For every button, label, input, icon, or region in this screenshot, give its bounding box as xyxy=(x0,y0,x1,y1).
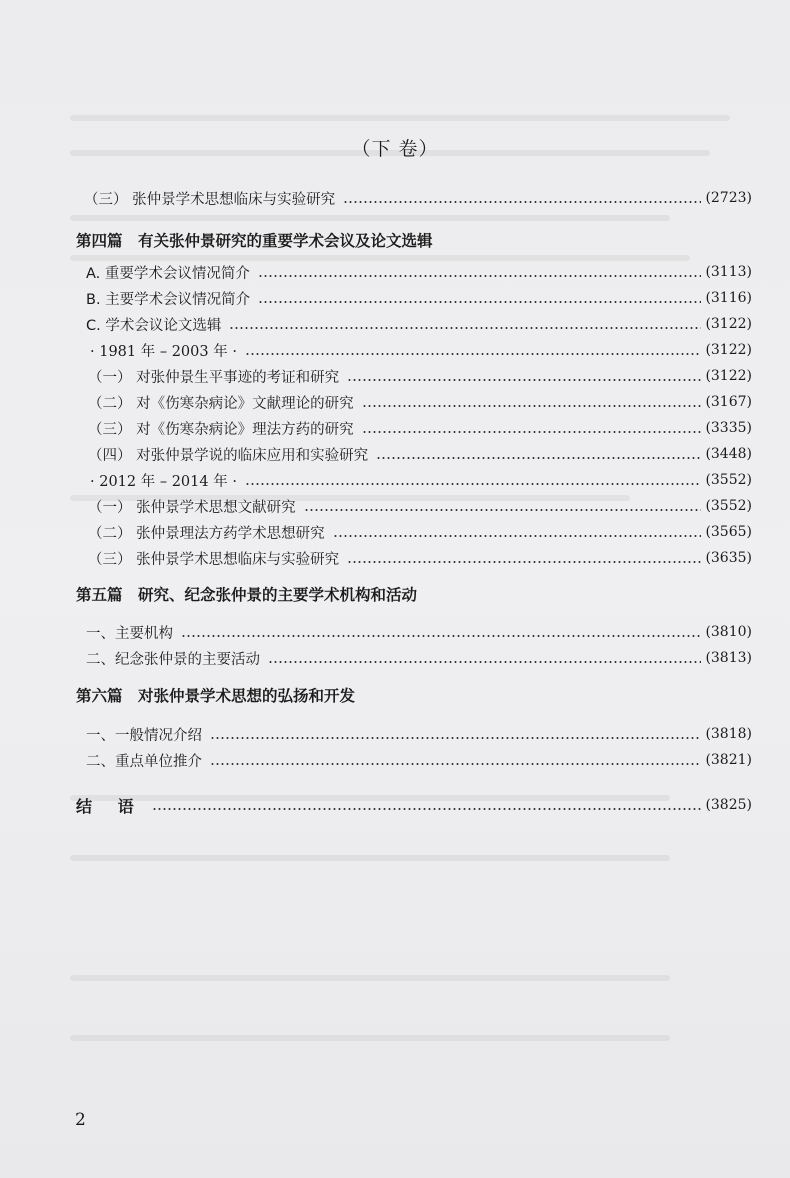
dot-leader xyxy=(210,737,701,739)
toc-entry[interactable] xyxy=(86,646,752,670)
entry-label: B. 主要学术会议情况简介 xyxy=(86,291,251,308)
dot-leader xyxy=(268,661,701,663)
page-number-ref: (3810) xyxy=(705,624,752,640)
page-number-ref: (3821) xyxy=(705,752,752,768)
dot-leader xyxy=(362,405,702,407)
entry-label: 一、一般情况介绍 xyxy=(86,727,202,744)
page-number-ref: (3813) xyxy=(705,650,752,666)
toc-entry[interactable] xyxy=(90,338,752,362)
entry-label: （四） 对张仲景学说的临床应用和实验研究 xyxy=(88,447,369,464)
toc-entry[interactable] xyxy=(88,494,752,518)
entry-label: （三） 张仲景学术思想临床与实验研究 xyxy=(84,191,336,208)
toc-entry[interactable] xyxy=(86,260,752,284)
dot-leader xyxy=(347,561,701,563)
dot-leader xyxy=(347,379,701,381)
section-heading: 第四篇 有关张仲景研究的重要学术会议及论文选辑 xyxy=(76,232,433,250)
page-number-ref: (3122) xyxy=(705,368,752,384)
page-number-ref: (3113) xyxy=(705,264,752,280)
volume-title: （下 卷） xyxy=(351,138,439,160)
page-number-ref: (3825) xyxy=(705,797,752,813)
page-number-ref: (3565) xyxy=(705,524,752,540)
page-number-ref: (3552) xyxy=(705,498,752,514)
entry-label: （一） 对张仲景生平事迹的考证和研究 xyxy=(88,369,340,386)
entry-label: 二、纪念张仲景的主要活动 xyxy=(86,651,260,668)
dot-leader xyxy=(376,457,701,459)
entry-label: （三） 张仲景学术思想临床与实验研究 xyxy=(88,551,340,568)
dot-leader xyxy=(258,301,701,303)
entry-label: 二、重点单位推介 xyxy=(86,753,202,770)
entry-label: （三） 对《伤寒杂病论》理法方药的研究 xyxy=(88,421,354,438)
toc-entry[interactable] xyxy=(90,468,752,492)
dot-leader xyxy=(245,483,702,485)
toc-entry[interactable] xyxy=(86,620,752,644)
page-number-ref: (3335) xyxy=(705,420,752,436)
page-number: 2 xyxy=(75,1110,86,1130)
entry-label: （二） 张仲景理法方药学术思想研究 xyxy=(88,525,325,542)
dot-leader xyxy=(152,808,702,810)
toc-entry[interactable] xyxy=(86,286,752,310)
page-number-ref: (3552) xyxy=(705,472,752,488)
dot-leader xyxy=(258,275,702,277)
section-heading: 第六篇 对张仲景学术思想的弘扬和开发 xyxy=(76,687,356,705)
dot-leader xyxy=(333,535,702,537)
dot-leader xyxy=(343,201,701,203)
page-number-ref: (2723) xyxy=(705,190,752,206)
period-label: · 2012 年 – 2014 年 · xyxy=(90,473,237,490)
dot-leader xyxy=(245,353,702,355)
page-number-ref: (3167) xyxy=(705,394,752,410)
toc-entry[interactable] xyxy=(88,364,752,388)
toc-entry[interactable] xyxy=(88,442,752,466)
page-number-ref: (3122) xyxy=(705,342,752,358)
entry-label: C. 学术会议论文选辑 xyxy=(86,317,222,334)
toc-entry[interactable] xyxy=(86,748,752,772)
entry-label: A. 重要学术会议情况简介 xyxy=(86,265,250,282)
dot-leader xyxy=(210,763,701,765)
toc-entry[interactable] xyxy=(84,186,752,210)
page-number-ref: (3116) xyxy=(705,290,752,306)
page-number-ref: (3635) xyxy=(705,550,752,566)
dot-leader xyxy=(181,635,701,637)
dot-leader xyxy=(229,327,701,329)
entry-label: （一） 张仲景学术思想文献研究 xyxy=(88,499,296,516)
toc-entry[interactable] xyxy=(88,520,752,544)
toc-entry[interactable] xyxy=(86,312,752,336)
toc-entry[interactable] xyxy=(88,546,752,570)
dot-leader xyxy=(362,431,702,433)
toc-entry[interactable] xyxy=(88,390,752,414)
entry-label: 结 语 xyxy=(76,796,144,816)
section-heading: 第五篇 研究、纪念张仲景的主要学术机构和活动 xyxy=(76,586,418,604)
toc-entry-conclusion[interactable] xyxy=(76,793,752,817)
page-number-ref: (3818) xyxy=(705,726,752,742)
period-label: · 1981 年 – 2003 年 · xyxy=(90,343,237,360)
dot-leader xyxy=(304,509,702,511)
page-number-ref: (3448) xyxy=(705,446,752,462)
toc-entry[interactable] xyxy=(88,416,752,440)
entry-label: 一、主要机构 xyxy=(86,625,173,642)
page-number-ref: (3122) xyxy=(705,316,752,332)
entry-label: （二） 对《伤寒杂病论》文献理论的研究 xyxy=(88,395,354,412)
toc-entry[interactable] xyxy=(86,722,752,746)
